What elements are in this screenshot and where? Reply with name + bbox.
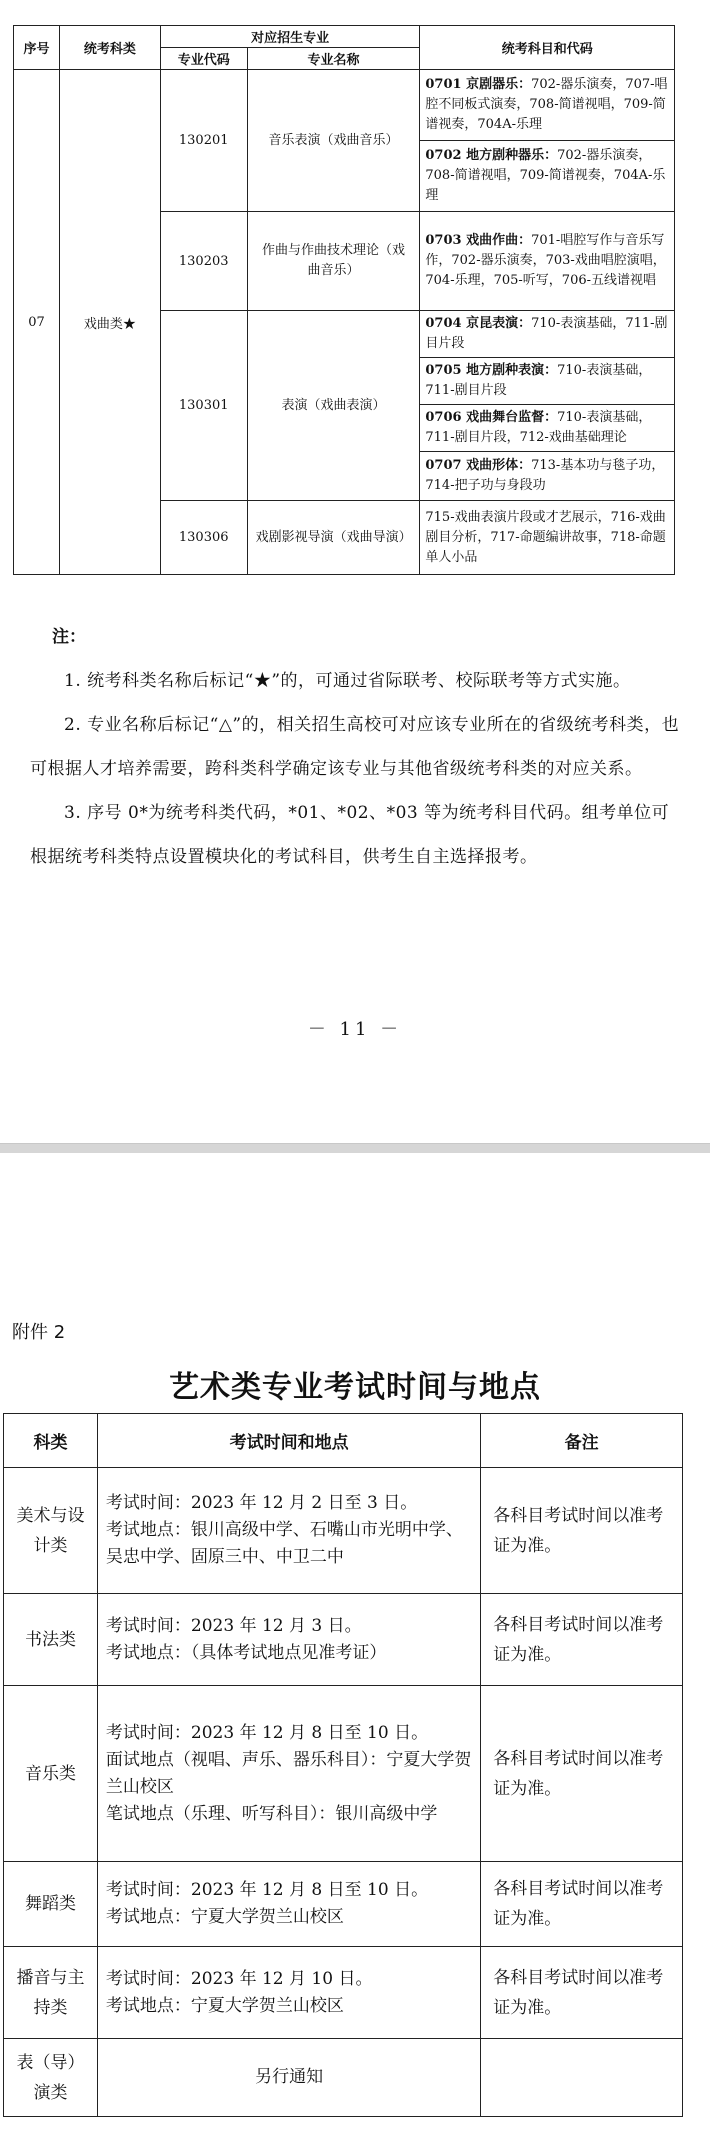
cell-major-name: 音乐表演（戏曲音乐） (247, 70, 420, 212)
subject-detail: 702-器乐演奏，707-唱腔不同板式演奏，708-简谱视唱，709-简谱视奏，704A-乐理 (425, 77, 668, 132)
cell-major-code: 130201 (160, 70, 247, 212)
subject-head: 0706 戏曲舞台监督： (425, 410, 558, 425)
row-category: 表（导）演类 (4, 2039, 98, 2117)
cell-major-code: 130203 (160, 212, 247, 311)
header-major-name: 专业名称 (247, 48, 420, 70)
info-line: 考试时间：2023 年 12 月 2 日至 3 日。 (105, 1493, 418, 1513)
row-time-place (97, 1947, 480, 2039)
subject-table (13, 25, 675, 575)
row-time-place (97, 1862, 480, 1947)
info-line: 考试地点：宁夏大学贺兰山校区 (105, 1907, 344, 1927)
subject-head: 0702 地方剧种器乐： (425, 148, 558, 163)
row-remark: 各科目考试时间以准考证为准。 (481, 1468, 683, 1594)
subject-head: 0704 京昆表演： (425, 316, 532, 331)
row-time-place (97, 2039, 480, 2117)
info-line: 考试时间：2023 年 12 月 10 日。 (105, 1968, 373, 1989)
info-line: 另行通知 (255, 2067, 324, 2087)
subject-detail: 710-表演基础，711-剧目片段，712-戏曲基础理论 (425, 410, 652, 445)
row-category: 播音与主持类 (4, 1947, 98, 2039)
document-title: 艺术类专业考试时间与地点 (169, 1370, 541, 1405)
row-time-place (97, 1594, 480, 1686)
row-remark: 各科目考试时间以准考证为准。 (481, 1594, 683, 1686)
notes-title: 注： (52, 627, 86, 647)
cell-subject (420, 141, 675, 212)
row-remark: 各科目考试时间以准考证为准。 (481, 1947, 683, 2039)
header-category: 科类 (4, 1414, 98, 1468)
subject-head: 0707 戏曲形体： (425, 458, 532, 473)
cell-subject (420, 405, 675, 452)
cell-major-code: 130301 (160, 311, 247, 501)
row-time-place (97, 1468, 480, 1594)
cell-subject (420, 311, 675, 358)
row-category: 音乐类 (4, 1686, 98, 1862)
cell-category: 戏曲类★ (59, 70, 160, 575)
subject-detail: 710-表演基础，711-剧目片段 (425, 363, 652, 398)
header-time-place: 考试时间和地点 (97, 1414, 480, 1468)
header-subjects: 统考科目和代码 (420, 26, 675, 70)
info-line: 考试时间：2023 年 12 月 3 日。 (105, 1615, 362, 1636)
cell-major-name: 作曲与作曲技术理论（戏曲音乐） (247, 212, 420, 311)
header-seq: 序号 (14, 26, 60, 70)
attachment-label: 附件 2 (12, 1322, 66, 1343)
note-item: 3. 序号 0*为统考科类代码，*01、*02、*03 等为统考科目代码。组考单位可根据统考科类特点设置模块化的考试科目，供考生自主选择报考。 (30, 803, 670, 867)
row-time-place (97, 1686, 480, 1862)
info-line: 笔试地点（乐理、听写科目）：银川高级中学 (105, 1803, 438, 1824)
page-number: － 11 － (307, 1019, 403, 1040)
exam-schedule-table (3, 1413, 683, 2117)
header-major-group: 对应招生专业 (160, 26, 420, 48)
cell-major-name: 表演（戏曲表演） (247, 311, 420, 501)
row-category: 舞蹈类 (4, 1862, 98, 1947)
cell-major-name: 戏剧影视导演（戏曲导演） (247, 501, 420, 575)
subject-detail: 710-表演基础，711-剧目片段 (425, 316, 668, 351)
subject-detail: 715-戏曲表演片段或才艺展示，716-戏曲剧目分析，717-命题编讲故事，718-命题单人小品 (425, 509, 666, 565)
subject-detail: 701-唱腔写作与音乐写作，702-器乐演奏，703-戏曲唱腔演唱，704-乐理，705-听写，706-五线谱视唱 (425, 233, 666, 288)
row-remark: 各科目考试时间以准考证为准。 (481, 1686, 683, 1862)
info-line: 考试地点：（具体考试地点见准考证） (105, 1642, 387, 1663)
note-item: 1. 统考科类名称后标记“★”的，可通过省际联考、校际联考等方式实施。 (64, 671, 631, 691)
info-line: 面试地点（视唱、声乐、器乐科目）：宁夏大学贺兰山校区 (105, 1749, 472, 1797)
subject-detail: 702-器乐演奏，708-简谱视唱，709-简谱视奏，704A-乐理 (425, 148, 666, 203)
subject-head: 0703 戏曲作曲： (425, 233, 532, 248)
info-line: 考试时间：2023 年 12 月 8 日至 10 日。 (105, 1880, 429, 1900)
row-category: 书法类 (4, 1594, 98, 1686)
cell-subject (420, 70, 675, 141)
info-line: 考试地点：银川高级中学、石嘴山市光明中学、吴忠中学、固原三中、中卫二中 (105, 1520, 463, 1567)
header-category: 统考科类 (59, 26, 160, 70)
notes (30, 615, 680, 879)
cell-subject (420, 212, 675, 311)
subject-detail: 713-基本功与毯子功，714-把子功与身段功 (425, 458, 665, 493)
header-major-code: 专业代码 (160, 48, 247, 70)
row-remark (481, 2039, 683, 2117)
cell-subject (420, 452, 675, 501)
row-remark: 各科目考试时间以准考证为准。 (481, 1862, 683, 1947)
row-category: 美术与设计类 (4, 1468, 98, 1594)
cell-subject (420, 501, 675, 575)
note-item: 2. 专业名称后标记“△”的，相关招生高校可对应该专业所在的省级统考科类，也可根据人才培养需要，跨科类科学确定该专业与其他省级统考科类的对应关系。 (30, 715, 680, 779)
info-line: 考试时间：2023 年 12 月 8 日至 10 日。 (105, 1722, 429, 1743)
cell-subject (420, 358, 675, 405)
cell-seq: 07 (14, 70, 60, 575)
info-line: 考试地点：宁夏大学贺兰山校区 (105, 1995, 344, 2016)
cell-major-code: 130306 (160, 501, 247, 575)
subject-head: 0705 地方剧种表演： (425, 363, 558, 378)
header-remark: 备注 (481, 1414, 683, 1468)
subject-head: 0701 京剧器乐： (425, 77, 532, 92)
